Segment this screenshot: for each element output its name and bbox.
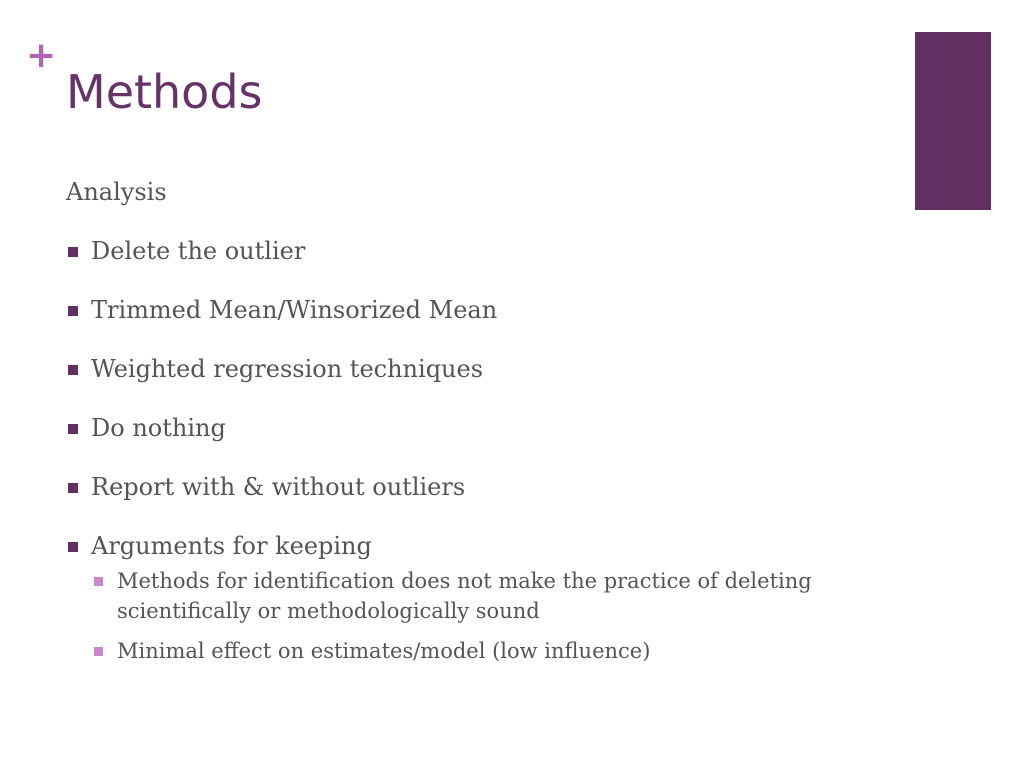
- bullet-text: Weighted regression techniques: [91, 355, 484, 383]
- square-bullet-icon: [68, 247, 78, 257]
- bullet-item: [66, 353, 886, 385]
- bullet-text: Delete the outlier: [91, 237, 306, 265]
- bullet-text: Do nothing: [91, 414, 226, 442]
- sub-bullet-item: [91, 566, 886, 626]
- slide-title: Methods: [66, 65, 263, 119]
- bullet-text: Report with & without outliers: [91, 473, 466, 501]
- slide-content: [66, 176, 886, 676]
- bullet-item: [66, 530, 886, 666]
- square-bullet-icon: [68, 483, 78, 493]
- subheading: Analysis: [66, 178, 167, 206]
- accent-bar: [915, 32, 991, 210]
- sub-bullet-text: Minimal effect on estimates/model (low influence): [117, 639, 651, 663]
- square-bullet-icon: [68, 542, 78, 552]
- sub-bullet-item: [91, 636, 886, 666]
- sub-bullet-text: Methods for identification does not make the practice of deleting scientifically or methodologically sound: [117, 569, 812, 623]
- square-bullet-icon: [94, 647, 103, 656]
- square-bullet-icon: [68, 424, 78, 434]
- bullet-item: [66, 235, 886, 267]
- square-bullet-icon: [68, 365, 78, 375]
- square-bullet-icon: [94, 577, 103, 586]
- bullet-list: [66, 235, 886, 666]
- square-bullet-icon: [68, 306, 78, 316]
- sub-bullet-list: [91, 566, 886, 666]
- plus-icon: +: [26, 35, 57, 76]
- bullet-text: Trimmed Mean/Winsorized Mean: [91, 296, 498, 324]
- bullet-item: [66, 471, 886, 503]
- bullet-item: [66, 412, 886, 444]
- bullet-text: Arguments for keeping: [91, 532, 372, 560]
- bullet-item: [66, 294, 886, 326]
